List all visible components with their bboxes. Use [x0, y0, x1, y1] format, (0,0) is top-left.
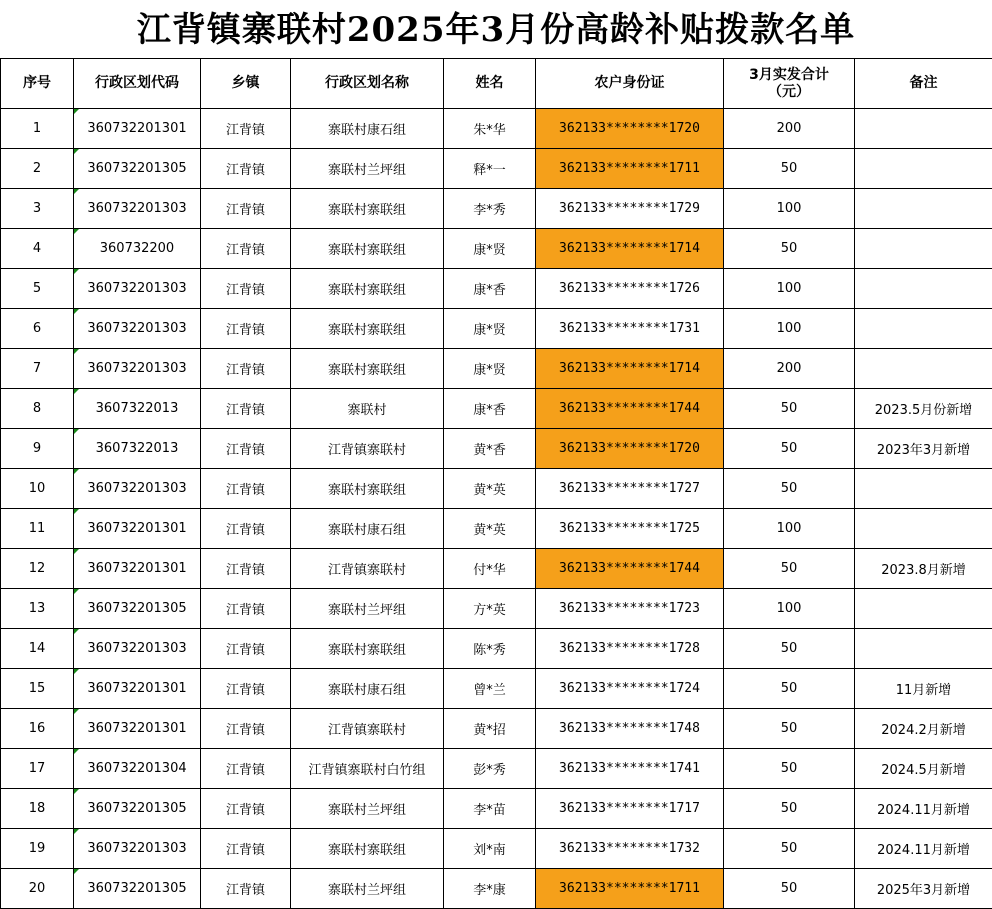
- cell-seq: 14: [1, 629, 74, 669]
- cell-note: 2023.5月份新增: [855, 389, 992, 429]
- cell-amount: 100: [724, 509, 855, 549]
- cell-note: [855, 269, 992, 309]
- cell-idcard: 362133********1724: [536, 669, 724, 709]
- cell-code: 360732201303: [74, 269, 201, 309]
- cell-code: 360732201304: [74, 749, 201, 789]
- cell-area: 寨联村康石组: [291, 109, 444, 149]
- table-row: [1, 869, 992, 909]
- cell-code: 360732200: [74, 229, 201, 269]
- cell-name: 释*一: [444, 149, 536, 189]
- cell-amount: 50: [724, 829, 855, 869]
- cell-code: 360732201301: [74, 669, 201, 709]
- cell-seq: 1: [1, 109, 74, 149]
- cell-area: 寨联村兰坪组: [291, 869, 444, 909]
- cell-idcard: 362133********1732: [536, 829, 724, 869]
- cell-seq: 8: [1, 389, 74, 429]
- cell-name: 付*华: [444, 549, 536, 589]
- cell-note: [855, 149, 992, 189]
- cell-town: 江背镇: [201, 509, 291, 549]
- cell-name: 黄*香: [444, 429, 536, 469]
- cell-area: 寨联村寨联组: [291, 349, 444, 389]
- cell-note: [855, 349, 992, 389]
- cell-town: 江背镇: [201, 309, 291, 349]
- cell-seq: 9: [1, 429, 74, 469]
- cell-note: 2023.8月新增: [855, 549, 992, 589]
- cell-town: 江背镇: [201, 149, 291, 189]
- header-idcard: 农户身份证: [536, 59, 724, 109]
- cell-name: 朱*华: [444, 109, 536, 149]
- cell-seq: 2: [1, 149, 74, 189]
- header-code: 行政区划代码: [74, 59, 201, 109]
- cell-idcard: 362133********1720: [536, 429, 724, 469]
- cell-seq: 20: [1, 869, 74, 909]
- cell-amount: 50: [724, 229, 855, 269]
- cell-amount: 100: [724, 309, 855, 349]
- cell-code: 360732201305: [74, 589, 201, 629]
- cell-name: 黄*英: [444, 469, 536, 509]
- header-name: 姓名: [444, 59, 536, 109]
- cell-name: 康*贤: [444, 309, 536, 349]
- cell-town: 江背镇: [201, 109, 291, 149]
- cell-seq: 17: [1, 749, 74, 789]
- cell-seq: 12: [1, 549, 74, 589]
- cell-note: 2024.2月新增: [855, 709, 992, 749]
- cell-town: 江背镇: [201, 389, 291, 429]
- cell-town: 江背镇: [201, 589, 291, 629]
- cell-amount: 50: [724, 629, 855, 669]
- cell-idcard: 362133********1744: [536, 389, 724, 429]
- cell-seq: 7: [1, 349, 74, 389]
- cell-code: 360732201301: [74, 709, 201, 749]
- cell-area: 江背镇寨联村: [291, 709, 444, 749]
- cell-note: 2024.11月新增: [855, 829, 992, 869]
- cell-area: 寨联村寨联组: [291, 189, 444, 229]
- cell-amount: 50: [724, 749, 855, 789]
- cell-idcard: 362133********1728: [536, 629, 724, 669]
- cell-town: 江背镇: [201, 709, 291, 749]
- cell-note: [855, 469, 992, 509]
- table-row: [1, 589, 992, 629]
- table-row: [1, 229, 992, 269]
- table-row: [1, 629, 992, 669]
- cell-code: 360732201303: [74, 629, 201, 669]
- cell-note: [855, 229, 992, 269]
- cell-note: 2025年3月新增: [855, 869, 992, 909]
- cell-name: 李*苗: [444, 789, 536, 829]
- table-row: [1, 749, 992, 789]
- cell-seq: 13: [1, 589, 74, 629]
- cell-code: 360732201303: [74, 829, 201, 869]
- cell-idcard: 362133********1729: [536, 189, 724, 229]
- cell-name: 康*贤: [444, 349, 536, 389]
- cell-idcard: 362133********1731: [536, 309, 724, 349]
- cell-note: [855, 629, 992, 669]
- cell-name: 陈*秀: [444, 629, 536, 669]
- cell-code: 360732201303: [74, 349, 201, 389]
- cell-area: 寨联村寨联组: [291, 229, 444, 269]
- cell-town: 江背镇: [201, 789, 291, 829]
- cell-name: 康*香: [444, 389, 536, 429]
- cell-town: 江背镇: [201, 429, 291, 469]
- header-note: 备注: [855, 59, 992, 109]
- cell-note: [855, 589, 992, 629]
- cell-seq: 15: [1, 669, 74, 709]
- cell-seq: 3: [1, 189, 74, 229]
- cell-area: 寨联村: [291, 389, 444, 429]
- table-row: [1, 349, 992, 389]
- subsidy-table: [0, 58, 992, 909]
- cell-area: 江背镇寨联村白竹组: [291, 749, 444, 789]
- table-row: [1, 549, 992, 589]
- cell-idcard: 362133********1748: [536, 709, 724, 749]
- cell-seq: 4: [1, 229, 74, 269]
- cell-idcard: 362133********1725: [536, 509, 724, 549]
- cell-amount: 50: [724, 709, 855, 749]
- table-row: [1, 149, 992, 189]
- table-row: [1, 669, 992, 709]
- cell-name: 彭*秀: [444, 749, 536, 789]
- cell-town: 江背镇: [201, 829, 291, 869]
- cell-idcard: 362133********1723: [536, 589, 724, 629]
- table-row: [1, 789, 992, 829]
- cell-name: 康*贤: [444, 229, 536, 269]
- cell-amount: 100: [724, 269, 855, 309]
- cell-amount: 50: [724, 789, 855, 829]
- table-row: [1, 389, 992, 429]
- cell-idcard: 362133********1741: [536, 749, 724, 789]
- cell-town: 江背镇: [201, 229, 291, 269]
- cell-town: 江背镇: [201, 349, 291, 389]
- cell-idcard: 362133********1744: [536, 549, 724, 589]
- cell-amount: 200: [724, 109, 855, 149]
- cell-area: 寨联村寨联组: [291, 469, 444, 509]
- cell-area: 寨联村寨联组: [291, 829, 444, 869]
- cell-code: 360732201301: [74, 109, 201, 149]
- cell-area: 寨联村兰坪组: [291, 149, 444, 189]
- cell-area: 寨联村寨联组: [291, 309, 444, 349]
- cell-name: 刘*南: [444, 829, 536, 869]
- page-title: 江背镇寨联村2025年3月份高龄补贴拨款名单: [136, 10, 856, 50]
- cell-area: 寨联村兰坪组: [291, 589, 444, 629]
- cell-code: 360732201305: [74, 869, 201, 909]
- cell-amount: 50: [724, 469, 855, 509]
- cell-area: 寨联村寨联组: [291, 629, 444, 669]
- table-row: [1, 189, 992, 229]
- cell-note: [855, 309, 992, 349]
- table-row: [1, 309, 992, 349]
- cell-code: 360732201305: [74, 149, 201, 189]
- cell-code: 360732201303: [74, 189, 201, 229]
- cell-idcard: 362133********1714: [536, 229, 724, 269]
- cell-town: 江背镇: [201, 669, 291, 709]
- cell-code: 3607322013: [74, 429, 201, 469]
- cell-area: 江背镇寨联村: [291, 429, 444, 469]
- cell-area: 寨联村寨联组: [291, 269, 444, 309]
- cell-town: 江背镇: [201, 869, 291, 909]
- cell-name: 曾*兰: [444, 669, 536, 709]
- cell-area: 寨联村康石组: [291, 509, 444, 549]
- cell-idcard: 362133********1726: [536, 269, 724, 309]
- table-row: [1, 109, 992, 149]
- cell-code: 360732201303: [74, 309, 201, 349]
- cell-note: [855, 109, 992, 149]
- header-amount-line1: 3月实发合计: [749, 66, 829, 83]
- cell-code: 360732201305: [74, 789, 201, 829]
- cell-note: [855, 509, 992, 549]
- cell-name: 黄*招: [444, 709, 536, 749]
- table-row: [1, 709, 992, 749]
- cell-name: 李*秀: [444, 189, 536, 229]
- cell-name: 康*香: [444, 269, 536, 309]
- cell-seq: 10: [1, 469, 74, 509]
- cell-note: [855, 189, 992, 229]
- header-amount: [724, 59, 855, 109]
- cell-town: 江背镇: [201, 549, 291, 589]
- cell-code: 360732201303: [74, 469, 201, 509]
- cell-seq: 19: [1, 829, 74, 869]
- cell-amount: 50: [724, 869, 855, 909]
- cell-seq: 5: [1, 269, 74, 309]
- cell-note: 2023年3月新增: [855, 429, 992, 469]
- cell-idcard: 362133********1711: [536, 149, 724, 189]
- table-row: [1, 269, 992, 309]
- header-amount-line2: （元）: [768, 83, 810, 100]
- cell-amount: 50: [724, 669, 855, 709]
- cell-amount: 50: [724, 549, 855, 589]
- table-row: [1, 509, 992, 549]
- cell-area: 寨联村康石组: [291, 669, 444, 709]
- cell-name: 方*英: [444, 589, 536, 629]
- cell-town: 江背镇: [201, 629, 291, 669]
- header-seq: 序号: [1, 59, 74, 109]
- cell-seq: 11: [1, 509, 74, 549]
- header-area: 行政区划名称: [291, 59, 444, 109]
- table-row: [1, 429, 992, 469]
- cell-seq: 16: [1, 709, 74, 749]
- cell-code: 360732201301: [74, 549, 201, 589]
- cell-amount: 100: [724, 189, 855, 229]
- cell-amount: 50: [724, 389, 855, 429]
- table-row: [1, 469, 992, 509]
- cell-town: 江背镇: [201, 269, 291, 309]
- cell-amount: 200: [724, 349, 855, 389]
- cell-code: 3607322013: [74, 389, 201, 429]
- cell-amount: 100: [724, 589, 855, 629]
- cell-note: 2024.5月新增: [855, 749, 992, 789]
- table-row: [1, 829, 992, 869]
- header-row: [1, 59, 992, 109]
- cell-idcard: 362133********1720: [536, 109, 724, 149]
- cell-code: 360732201301: [74, 509, 201, 549]
- cell-amount: 50: [724, 149, 855, 189]
- cell-note: 2024.11月新增: [855, 789, 992, 829]
- cell-seq: 18: [1, 789, 74, 829]
- cell-area: 寨联村兰坪组: [291, 789, 444, 829]
- cell-idcard: 362133********1714: [536, 349, 724, 389]
- cell-town: 江背镇: [201, 469, 291, 509]
- cell-seq: 6: [1, 309, 74, 349]
- cell-idcard: 362133********1727: [536, 469, 724, 509]
- cell-idcard: 362133********1711: [536, 869, 724, 909]
- cell-name: 黄*英: [444, 509, 536, 549]
- cell-name: 李*康: [444, 869, 536, 909]
- cell-town: 江背镇: [201, 189, 291, 229]
- cell-amount: 50: [724, 429, 855, 469]
- cell-note: 11月新增: [855, 669, 992, 709]
- cell-area: 江背镇寨联村: [291, 549, 444, 589]
- cell-town: 江背镇: [201, 749, 291, 789]
- cell-idcard: 362133********1717: [536, 789, 724, 829]
- header-town: 乡镇: [201, 59, 291, 109]
